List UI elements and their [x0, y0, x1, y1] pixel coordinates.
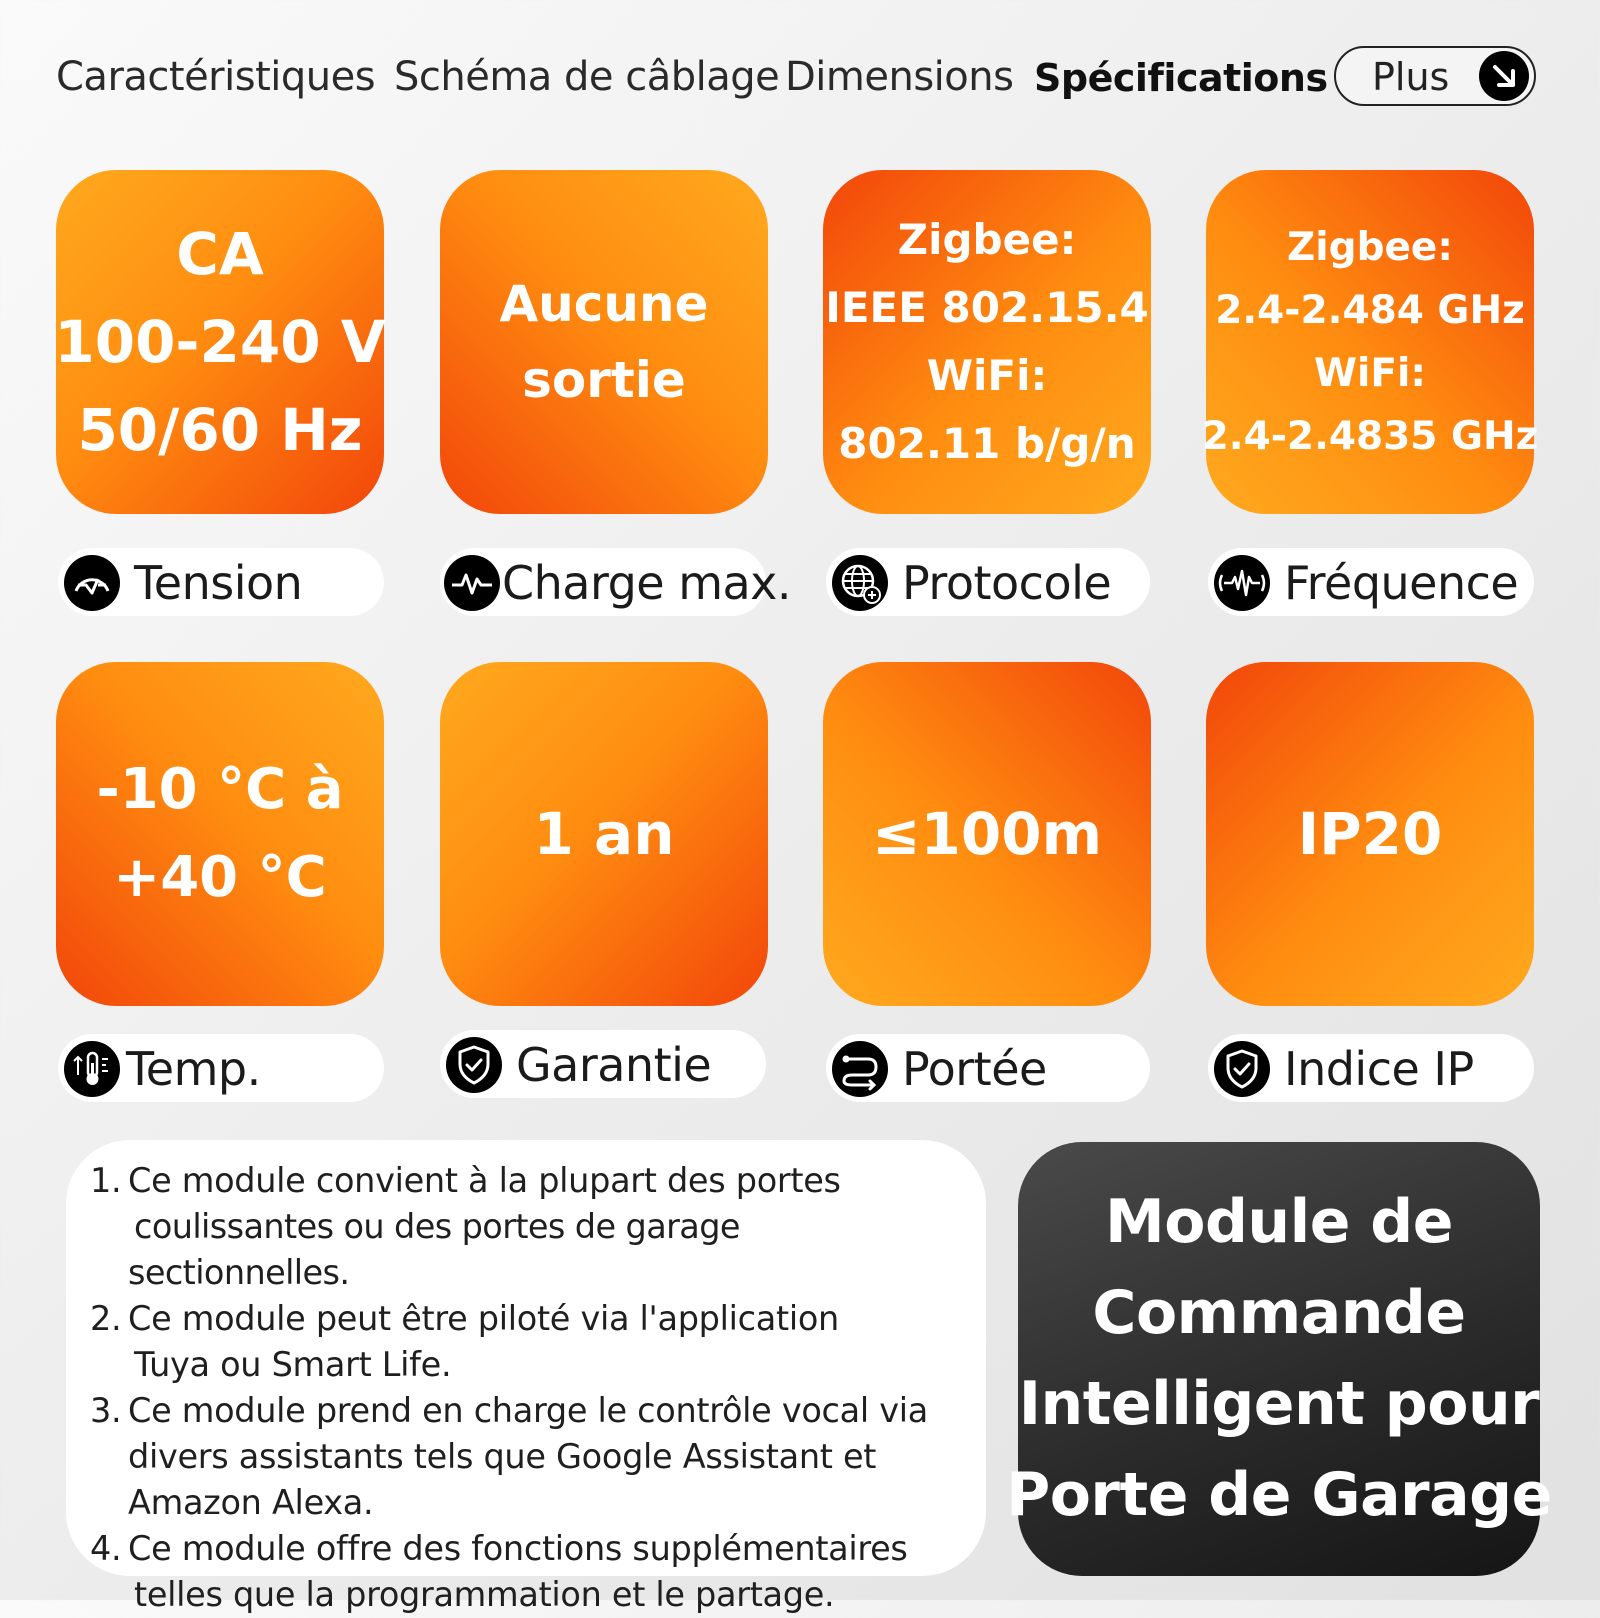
tile-line: 50/60 Hz — [77, 396, 363, 464]
note-line: telles que la programmation et le partage. — [134, 1575, 835, 1614]
product-title-line: Porte de Garage — [1006, 1460, 1552, 1530]
spec-tile-charge — [440, 170, 768, 514]
globe-icon — [832, 555, 888, 611]
note-text — [128, 1158, 966, 1296]
product-title-line: Intelligent pour — [1018, 1369, 1540, 1439]
tile-line: 100-240 V — [54, 308, 386, 376]
note-item — [90, 1526, 966, 1618]
voltage-icon — [64, 555, 120, 611]
signal-wave-icon — [1214, 555, 1270, 611]
product-title-card — [1006, 1142, 1552, 1576]
note-number: 1. — [90, 1161, 122, 1200]
tab-specifications[interactable]: Spécifications — [1034, 56, 1328, 100]
spec-label-charge — [440, 548, 792, 616]
spec-tile-garantie — [440, 662, 768, 1006]
spec-label-text: Protocole — [902, 556, 1112, 610]
pulse-icon — [444, 555, 500, 611]
spec-nav — [0, 46, 1600, 110]
spec-label-tension — [58, 548, 384, 616]
note-item — [90, 1158, 966, 1296]
tile-line: 2.4-2.4835 GHz — [1201, 414, 1539, 459]
tile-line: 802.11 b/g/n — [838, 419, 1136, 468]
note-line: Ce module offre des fonctions supplémentaires — [128, 1529, 908, 1568]
tile-line: WiFi: — [926, 351, 1048, 400]
note-item — [90, 1296, 966, 1388]
spec-tile-temp — [56, 662, 384, 1006]
tile-line: 1 an — [533, 800, 675, 868]
note-line: coulissantes ou des portes de garage sectionnelles. — [128, 1207, 740, 1292]
tile-line: 2.4-2.484 GHz — [1215, 288, 1525, 333]
note-text — [128, 1526, 966, 1618]
spec-label-text: Garantie — [516, 1038, 712, 1092]
spec-tile-tension — [56, 170, 384, 514]
note-number: 3. — [90, 1391, 122, 1430]
spec-label-text: Temp. — [126, 1042, 261, 1096]
spec-label-text: Tension — [134, 556, 303, 610]
spec-label-text: Fréquence — [1284, 556, 1519, 610]
spec-label-text: Portée — [902, 1042, 1047, 1096]
spec-label-text: Charge max. — [502, 556, 792, 610]
product-title-line: Module de — [1105, 1187, 1453, 1257]
more-button[interactable] — [1334, 46, 1536, 106]
spec-label-indice-ip — [1208, 1034, 1534, 1102]
tile-line: WiFi: — [1314, 351, 1426, 396]
note-number: 4. — [90, 1529, 122, 1568]
tile-line: CA — [176, 220, 264, 288]
note-line: Ce module peut être piloté via l'application — [128, 1299, 839, 1338]
tab-dimensions[interactable]: Dimensions — [785, 54, 1014, 100]
product-title-line: Commande — [1092, 1278, 1466, 1348]
note-item — [90, 1388, 966, 1526]
spec-label-portee — [826, 1034, 1150, 1102]
tile-line: IEEE 802.15.4 — [825, 283, 1149, 332]
tab-caracteristiques[interactable]: Caractéristiques — [56, 54, 376, 100]
note-line: Ce module convient à la plupart des portes — [128, 1161, 841, 1200]
spec-tile-indice-ip — [1206, 662, 1534, 1006]
tile-line: ≤100m — [871, 800, 1103, 868]
tile-line: sortie — [522, 351, 686, 409]
notes-card — [66, 1140, 986, 1614]
spec-label-text: Indice IP — [1284, 1042, 1474, 1096]
note-line: Tuya ou Smart Life. — [134, 1345, 452, 1384]
more-button-label: Plus — [1372, 55, 1450, 99]
thermometer-icon — [64, 1041, 120, 1097]
tile-line: -10 °C à — [96, 757, 344, 822]
note-line: Amazon Alexa. — [128, 1483, 374, 1522]
spec-tile-portee — [823, 662, 1151, 1006]
tile-line: Aucune — [499, 275, 709, 333]
note-line: divers assistants tels que Google Assistant et — [128, 1437, 877, 1476]
note-number: 2. — [90, 1299, 122, 1338]
spec-label-garantie — [440, 1030, 766, 1098]
route-icon — [832, 1041, 888, 1097]
shield-check-icon — [446, 1037, 502, 1093]
spec-label-temp — [58, 1034, 384, 1102]
tile-line: Zigbee: — [897, 215, 1077, 264]
tile-line: +40 °C — [113, 845, 327, 910]
spec-label-frequence — [1208, 548, 1534, 616]
spec-tile-frequence — [1201, 170, 1539, 514]
tab-schema-cablage[interactable]: Schéma de câblage — [394, 54, 780, 100]
spec-label-protocole — [826, 548, 1150, 616]
note-line: Ce module prend en charge le contrôle vocal via — [128, 1391, 929, 1430]
spec-tile-protocole — [823, 170, 1151, 514]
arrow-down-right-icon — [1479, 51, 1529, 101]
shield-check-icon — [1214, 1041, 1270, 1097]
tile-line: IP20 — [1297, 800, 1443, 868]
note-text — [128, 1296, 966, 1388]
tile-line: Zigbee: — [1287, 225, 1453, 270]
note-text — [128, 1388, 966, 1526]
